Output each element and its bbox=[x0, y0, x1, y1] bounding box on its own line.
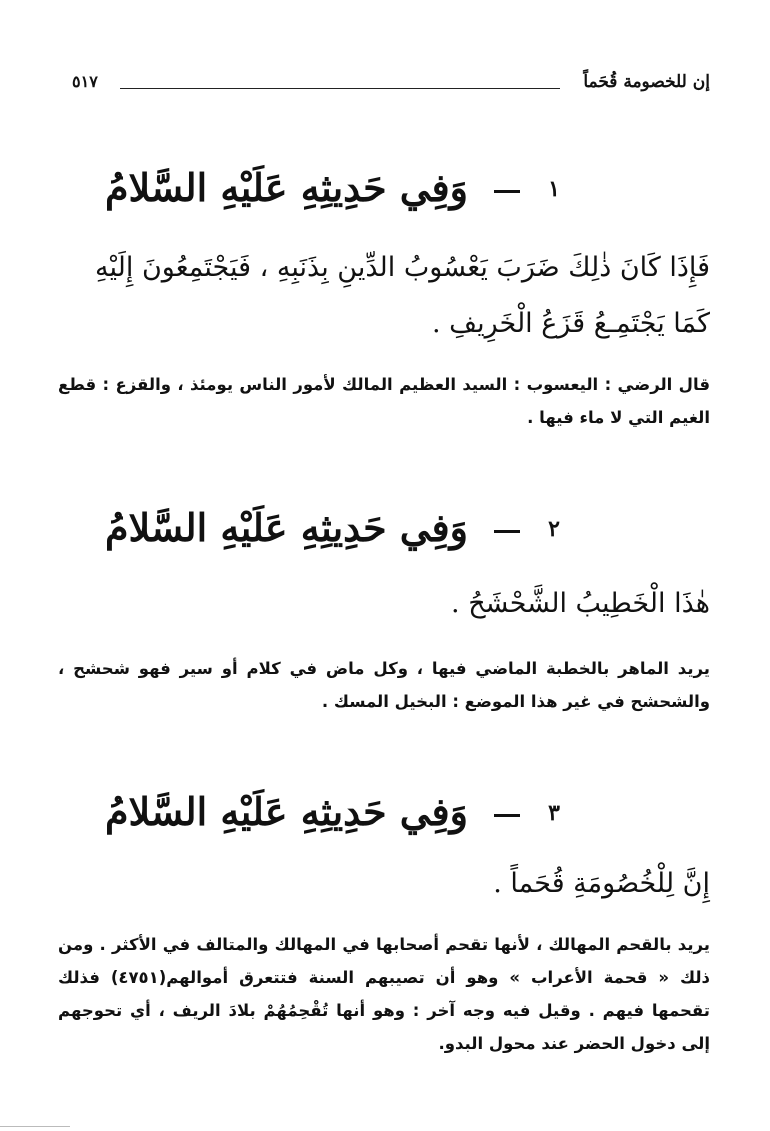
heading-dash bbox=[494, 530, 520, 533]
section-number: ١ bbox=[548, 176, 560, 202]
section-heading-3 bbox=[104, 784, 560, 840]
commentary-1: قال الرضي : اليعسوب : السيد العظيم المالك لأمور الناس يومئذ ، والقزع : قطع الغيم التي لا ماء فيها . bbox=[58, 375, 710, 427]
running-header bbox=[72, 68, 710, 98]
section-heading-2 bbox=[104, 500, 560, 556]
hadith-text-1: فَإِذَا كَانَ ذٰلِكَ ضَرَبَ يَعْسُوبُ الدِّينِ بِذَنَبِهِ ، فَيَجْتَمِعُونَ إِلَيْهِ كَمَا يَجْتَمِـعُ قَزَعُ الْخَرِيفِ . bbox=[95, 252, 710, 339]
header-rule bbox=[120, 88, 560, 89]
section-heading-1 bbox=[104, 160, 560, 216]
scan-edge-mark bbox=[0, 1126, 70, 1127]
running-title: إن للخصومة قُحَماً bbox=[583, 72, 710, 92]
commentary-2: يريد الماهر بالخطبة الماضي فيها ، وكل ماض في كلام أو سير فهو شحشح ، والشحشح في غير هذا الموضع : البخيل المسك . bbox=[58, 659, 710, 711]
heading-dash bbox=[494, 814, 520, 817]
heading-dash bbox=[494, 190, 520, 193]
hadith-text-2: هٰذَا الْخَطِيبُ الشَّحْشَحُ . bbox=[451, 588, 710, 619]
calligraphic-heading: وَفِي حَدِيثِهِ عَلَيْهِ السَّلامُ bbox=[104, 505, 468, 550]
commentary-3: يريد بالقحم المهالك ، لأنها تقحم أصحابها في المهالك والمتالف في الأكثر . ومن ذلك « قحمة الأعراب » وهو أن تصيبهم السنة فتتعرق أموالهم(٤٧٥١) فذلك تقحمها فيهم . وقيل فيه وجه آخر : وهو أنها تُقْحِمُهُمْ بلادَ الريف ، أي تحوجهم إلى دخول الحضر عند محول البدو. bbox=[58, 935, 710, 1053]
section-number: ٣ bbox=[548, 800, 560, 826]
calligraphic-heading: وَفِي حَدِيثِهِ عَلَيْهِ السَّلامُ bbox=[104, 789, 468, 834]
section-number: ٢ bbox=[548, 516, 560, 542]
page-number: ٥١٧ bbox=[72, 72, 98, 91]
calligraphic-heading: وَفِي حَدِيثِهِ عَلَيْهِ السَّلامُ bbox=[104, 165, 468, 210]
hadith-text-3: إِنَّ لِلْخُصُومَةِ قُحَماً . bbox=[493, 868, 710, 899]
